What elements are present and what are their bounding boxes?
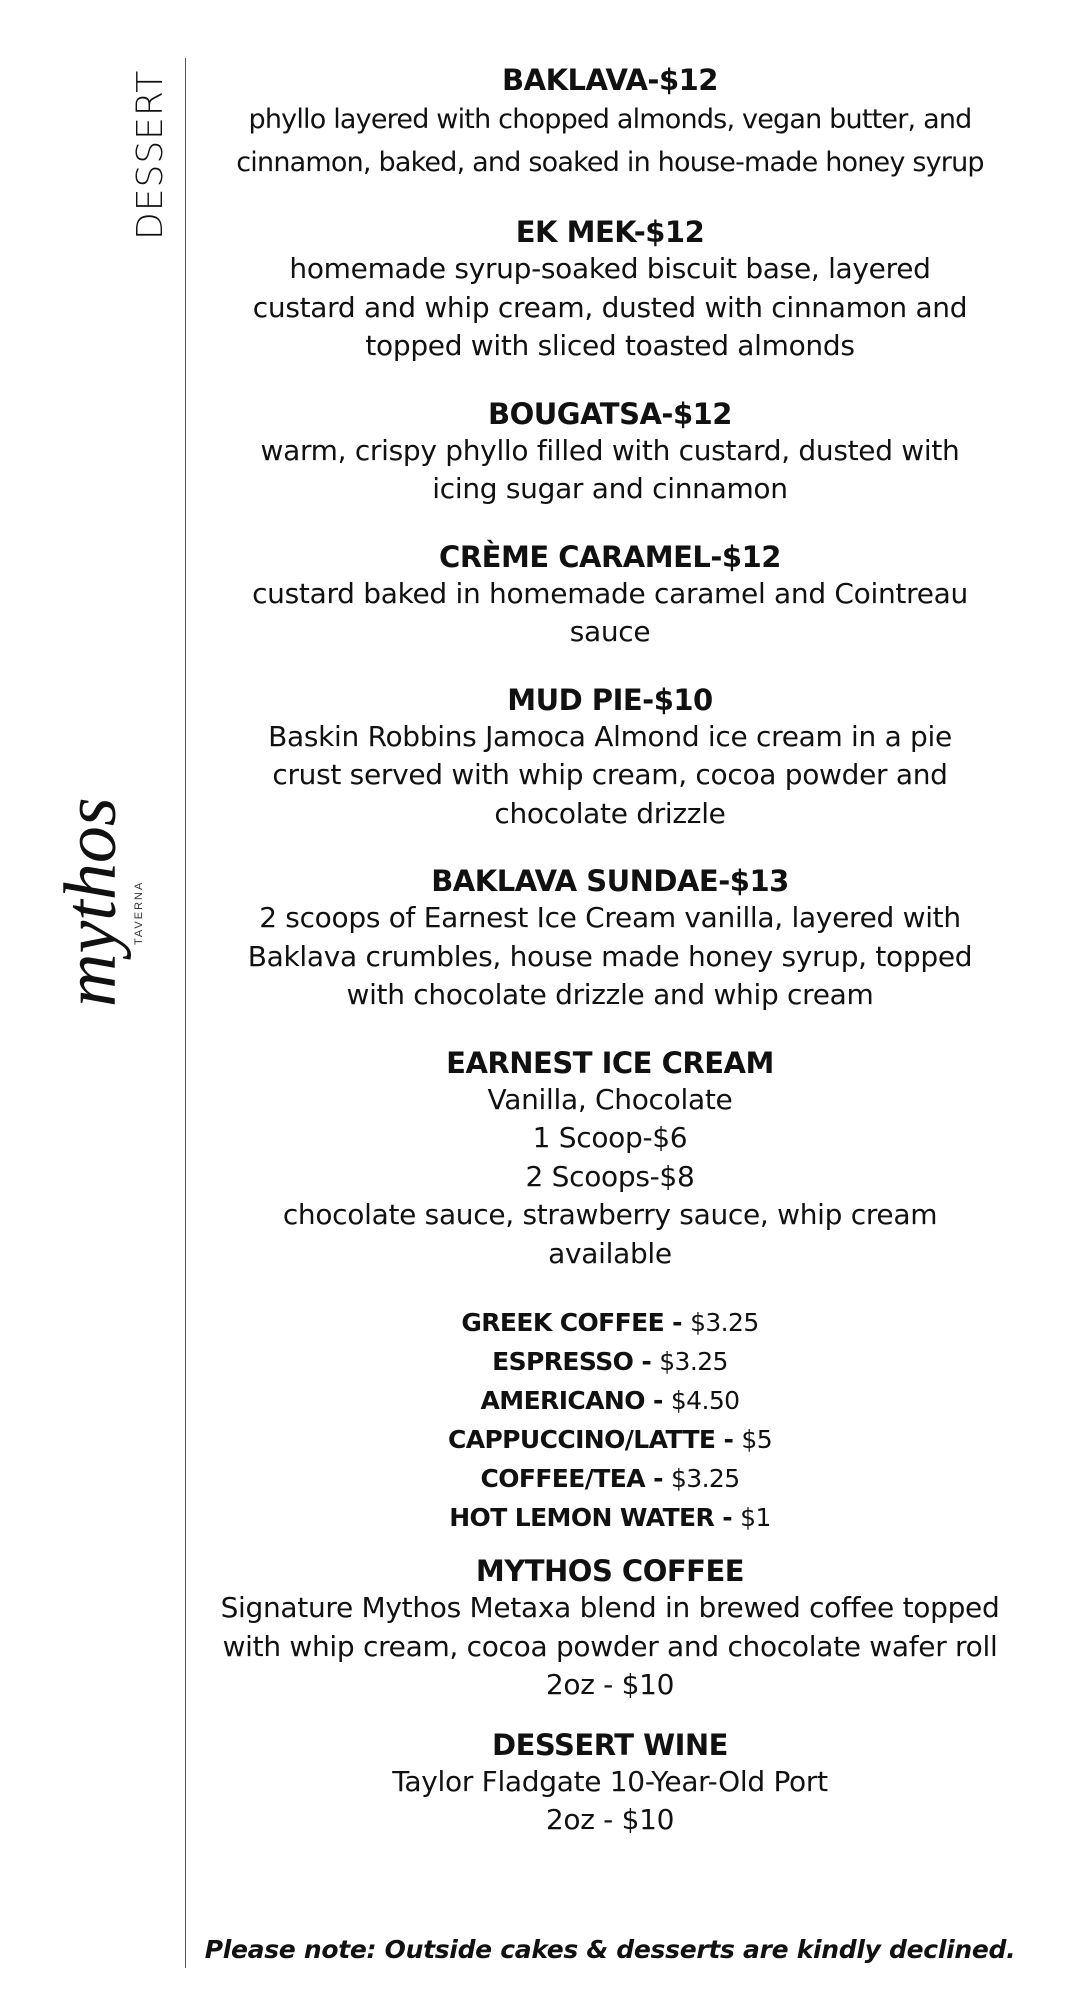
item-title: CRÈME CARAMEL-$12 <box>439 539 781 574</box>
menu-item <box>200 1045 1020 1274</box>
item-title: MYTHOS COFFEE <box>475 1554 745 1588</box>
vertical-divider <box>185 58 186 1968</box>
item-description: Vanilla, Chocolate 1 Scoop-$6 2 Scoops-$8 chocolate sauce, strawberry sauce, whip cream available <box>282 1082 938 1270</box>
menu-item <box>200 539 1020 652</box>
item-title: EK MEK-$12 <box>515 215 705 249</box>
menu-item <box>200 1553 1020 1705</box>
section-label: DESSERT <box>130 69 171 240</box>
item-description: warm, crispy phyllo filled with custard, dusted with icing sugar and cinnamon <box>260 433 960 505</box>
menu-item <box>200 62 1020 184</box>
item-description: Signature Mythos Metaxa blend in brewed coffee topped with whip cream, cocoa powder and chocolate wafer roll 2oz - $10 <box>220 1591 1000 1701</box>
item-title: EARNEST ICE CREAM <box>446 1045 774 1080</box>
footer-note: Please note: Outside cakes & desserts are kindly declined. <box>204 1935 1016 1964</box>
item-description: 2 scoops of Earnest Ice Cream vanilla, layered with Baklava crumbles, house made honey syrup, topped with chocolate drizzle and whip cream <box>247 901 973 1011</box>
item-description: custard baked in homemade caramel and Cointreau sauce <box>252 576 968 648</box>
drink-item: GREEK COFFEE - $3.25 <box>461 1308 759 1337</box>
item-description: Taylor Fladgate 10-Year-Old Port 2oz - $10 <box>392 1764 828 1836</box>
item-title: BAKLAVA SUNDAE-$13 <box>431 864 789 898</box>
dessert-menu <box>200 62 1020 1862</box>
menu-item <box>200 1727 1020 1840</box>
mythos-logo <box>20 795 160 1015</box>
menu-item <box>200 214 1020 366</box>
item-description: Baskin Robbins Jamoca Almond ice cream in a pie crust served with whip cream, cocoa powder and chocolate drizzle <box>268 719 952 830</box>
menu-item <box>200 396 1020 509</box>
menu-item <box>200 682 1020 834</box>
item-title: BAKLAVA-$12 <box>502 63 718 97</box>
item-description: homemade syrup-soaked biscuit base, layered custard and whip cream, dusted with cinnamon and topped with sliced toasted almonds <box>252 252 968 362</box>
drink-item: COFFEE/TEA - $3.25 <box>480 1464 740 1493</box>
drink-item: ESPRESSO - $3.25 <box>492 1347 728 1376</box>
item-title: MUD PIE-$10 <box>507 682 713 717</box>
item-title: BOUGATSA-$12 <box>488 396 732 431</box>
logo-sub-text: TAVERNA <box>133 880 145 945</box>
drinks-list <box>200 1303 1020 1537</box>
drink-item: HOT LEMON WATER - $1 <box>449 1503 771 1532</box>
drink-item: CAPPUCCINO/LATTE - $5 <box>447 1425 773 1454</box>
menu-item <box>200 863 1020 1015</box>
item-title: DESSERT WINE <box>492 1727 728 1762</box>
drink-item: AMERICANO - $4.50 <box>480 1386 740 1415</box>
logo-script-text: mythos <box>50 797 132 1007</box>
item-description: phyllo layered with chopped almonds, vegan butter, and cinnamon, baked, and soaked in house-made honey syrup <box>236 104 984 178</box>
